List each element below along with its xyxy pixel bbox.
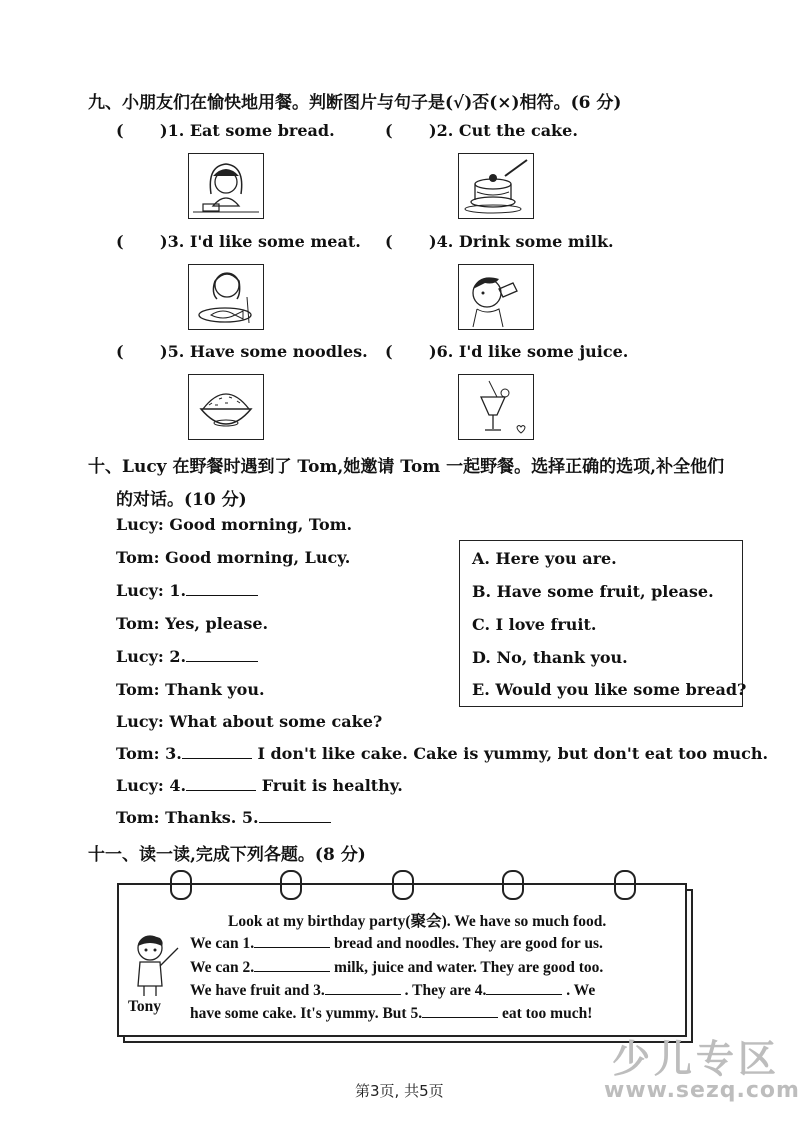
watermark-brand: 少儿专区 <box>612 1037 781 1081</box>
option-d: D. No, thank you. <box>472 648 628 667</box>
dialogue-line-10 <box>116 808 331 827</box>
passage-line-4-b: . They are 4. <box>404 982 487 999</box>
glass-of-juice-picture <box>458 374 534 440</box>
girl-eating-fish-icon <box>189 265 263 329</box>
passage-line-4 <box>190 980 595 1000</box>
binder-ring <box>614 870 636 900</box>
passage-blank-4[interactable] <box>486 980 562 995</box>
dialogue-line-3-text: Lucy: 1. <box>116 581 187 600</box>
item-3-text: )3. I'd like some meat. <box>160 232 361 251</box>
passage-line-1: Look at my birthday party(聚会). We have so much food. <box>228 913 607 930</box>
dialogue-line-8-tail: I don't like cake. Cake is yummy, but don't eat too much. <box>257 744 769 763</box>
speaker-name: Tony <box>128 998 162 1015</box>
options-box <box>459 540 747 707</box>
answer-paren-5[interactable]: ( <box>116 342 124 361</box>
answer-blank-4[interactable] <box>186 776 256 791</box>
passage-line-4-a: We have fruit and 3. <box>190 982 325 999</box>
option-c: C. I love fruit. <box>472 615 597 634</box>
dialogue-line-7: Lucy: What about some cake? <box>116 712 383 731</box>
boy-drinking-picture <box>458 264 534 330</box>
answer-blank-2[interactable] <box>186 647 258 662</box>
binder-ring <box>392 870 414 900</box>
binder-ring <box>280 870 302 900</box>
passage-line-2-b: bread and noodles. They are good for us. <box>334 935 603 952</box>
option-e: E. Would you like some bread? <box>472 680 747 699</box>
dialogue-line-1: Lucy: Good morning, Tom. <box>116 515 353 534</box>
answer-blank-5[interactable] <box>259 808 331 823</box>
watermark-url: www.sezq.com <box>604 1078 800 1103</box>
glass-of-juice-icon <box>459 375 533 439</box>
passage-line-4-c: . We <box>566 982 596 999</box>
passage-line-3 <box>190 957 603 977</box>
dialogue-line-9-text: Lucy: 4. <box>116 776 187 795</box>
option-b: B. Have some fruit, please. <box>472 582 714 601</box>
answer-paren-6[interactable]: ( <box>385 342 393 361</box>
answer-blank-3[interactable] <box>182 744 252 759</box>
cake-with-knife-icon <box>459 154 533 218</box>
passage-blank-2[interactable] <box>254 957 330 972</box>
dialogue-line-2: Tom: Good morning, Lucy. <box>116 548 351 567</box>
passage-blank-5[interactable] <box>422 1003 498 1018</box>
dialogue-line-5-text: Lucy: 2. <box>116 647 187 666</box>
dialogue-line-9 <box>116 776 403 795</box>
answer-paren-2[interactable]: ( <box>385 121 393 140</box>
answer-blank-1[interactable] <box>186 581 258 596</box>
boy-drinking-icon <box>459 265 533 329</box>
item-5-text: )5. Have some noodles. <box>160 342 368 361</box>
tony-avatar <box>124 930 184 996</box>
dialogue-line-6: Tom: Thank you. <box>116 680 265 699</box>
dialogue-line-10-text: Tom: Thanks. 5. <box>116 808 259 827</box>
girl-eating-bread-icon <box>189 154 263 218</box>
answer-paren-4[interactable]: ( <box>385 232 393 251</box>
dialogue-line-3 <box>116 581 258 600</box>
girl-eating-fish-picture <box>188 264 264 330</box>
section10-title-line2: 的对话。(10 分) <box>116 490 247 510</box>
passage-line-2 <box>190 933 603 953</box>
item-1-text: )1. Eat some bread. <box>160 121 335 140</box>
bowl-of-rice-picture <box>188 374 264 440</box>
page-number: 第3页, 共5页 <box>355 1082 444 1100</box>
dialogue-line-9-tail: Fruit is healthy. <box>261 776 403 795</box>
dialogue-line-8-text: Tom: 3. <box>116 744 182 763</box>
answer-paren-1[interactable]: ( <box>116 121 124 140</box>
item-6-text: )6. I'd like some juice. <box>429 342 629 361</box>
binder-ring <box>502 870 524 900</box>
boy-waving-icon <box>124 930 184 996</box>
option-a: A. Here you are. <box>472 549 617 568</box>
binder-ring <box>170 870 192 900</box>
item-2-text: )2. Cut the cake. <box>429 121 578 140</box>
cake-with-knife-picture <box>458 153 534 219</box>
passage-line-5-b: eat too much! <box>501 1005 593 1022</box>
passage-line-2-a: We can 1. <box>190 935 255 952</box>
section10-title-line1: 十、Lucy 在野餐时遇到了 Tom,她邀请 Tom 一起野餐。选择正确的选项,补全他们 <box>88 457 725 477</box>
passage-blank-1[interactable] <box>254 933 330 948</box>
girl-eating-bread-picture <box>188 153 264 219</box>
passage-line-5-a: have some cake. It's yummy. But 5. <box>190 1005 423 1022</box>
dialogue-line-4: Tom: Yes, please. <box>116 614 269 633</box>
answer-paren-3[interactable]: ( <box>116 232 124 251</box>
bowl-of-rice-icon <box>189 375 263 439</box>
passage-blank-3[interactable] <box>325 980 401 995</box>
dialogue-line-5 <box>116 647 258 666</box>
passage-line-3-a: We can 2. <box>190 959 255 976</box>
passage-line-3-b: milk, juice and water. They are good too. <box>334 959 604 976</box>
dialogue-line-8 <box>116 744 768 763</box>
passage-line-5 <box>190 1003 592 1023</box>
section11-title: 十一、读一读,完成下列各题。(8 分) <box>88 845 366 865</box>
section9-title: 九、小朋友们在愉快地用餐。判断图片与句子是(√)否(×)相符。(6 分) <box>88 93 622 113</box>
item-4-text: )4. Drink some milk. <box>429 232 614 251</box>
